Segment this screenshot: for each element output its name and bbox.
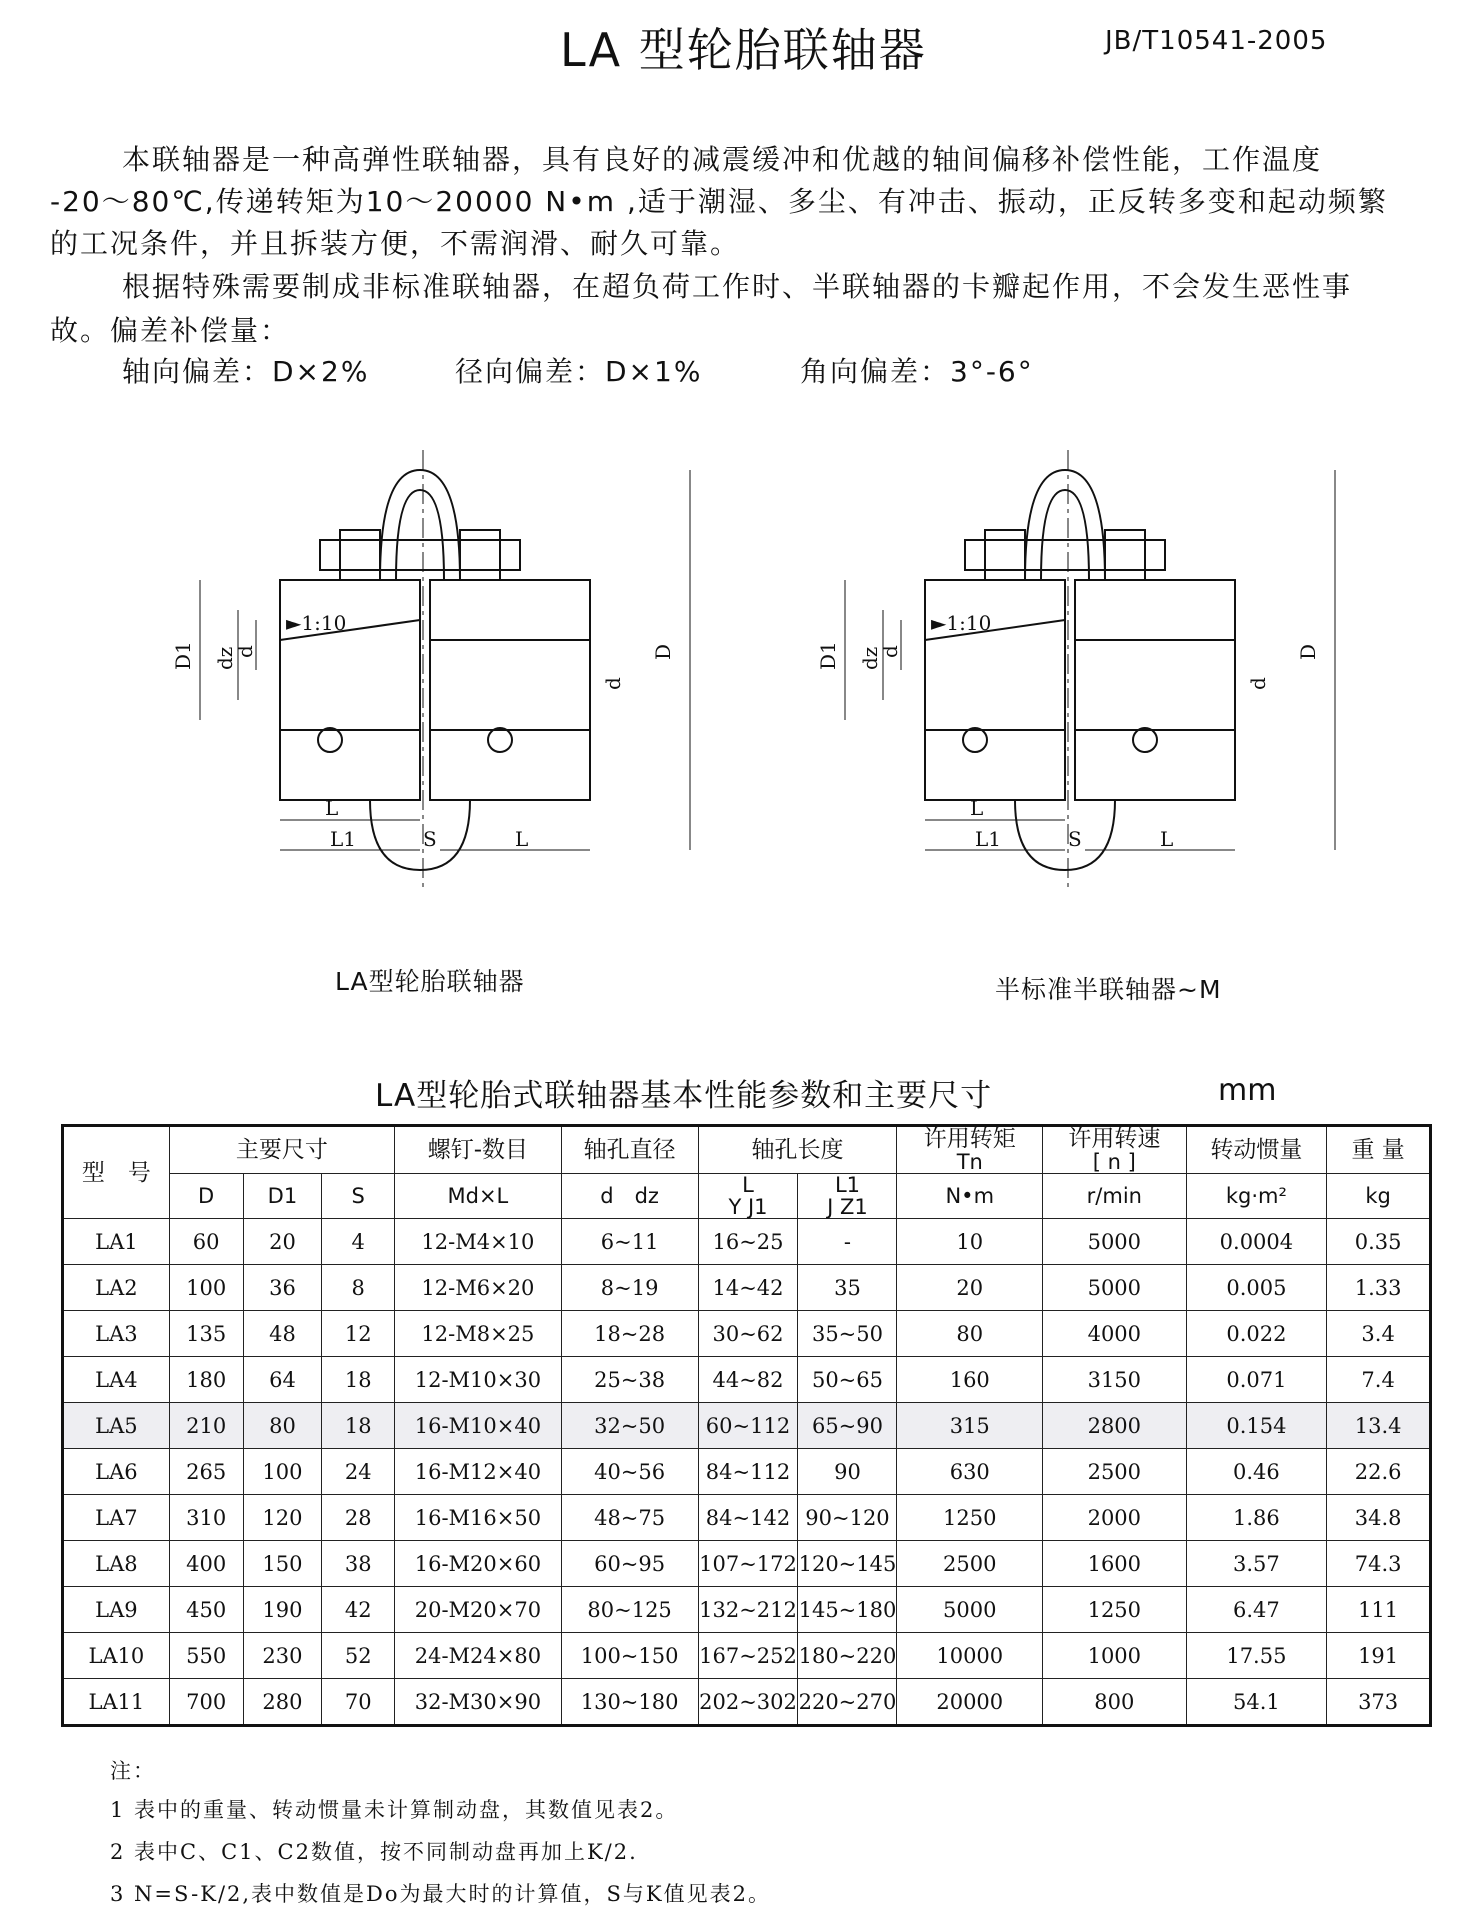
label-D1: D1 [816, 641, 840, 670]
header-L: L Y J1 [698, 1174, 798, 1219]
table-cell: 100~150 [561, 1633, 698, 1679]
table-cell: 2500 [897, 1541, 1043, 1587]
label-dz: dz [858, 646, 882, 670]
header-main-dims: 主要尺寸 [169, 1126, 394, 1174]
table-cell: 28 [322, 1495, 395, 1541]
table-cell: 42 [322, 1587, 395, 1633]
table-cell: LA8 [63, 1541, 170, 1587]
table-row [63, 1219, 1431, 1265]
table-row [63, 1311, 1431, 1357]
header-model: 型 号 [63, 1126, 170, 1219]
header-torque: 许用转矩 Tn [897, 1126, 1043, 1174]
table-cell: 40~56 [561, 1449, 698, 1495]
table-cell: 132~212 [698, 1587, 798, 1633]
table-cell: 48~75 [561, 1495, 698, 1541]
table-cell: LA3 [63, 1311, 170, 1357]
table-cell: 52 [322, 1633, 395, 1679]
label-D: D [1296, 643, 1320, 660]
table-cell: 35~50 [798, 1311, 897, 1357]
table-cell: 13.4 [1327, 1403, 1431, 1449]
table-cell: 18 [322, 1357, 395, 1403]
table-cell: 315 [897, 1403, 1043, 1449]
table-cell: 450 [169, 1587, 243, 1633]
coupling-drawing-half-standard [805, 450, 1365, 910]
intro-line-4: 根据特殊需要制成非标准联轴器，在超负荷工作时、半联轴器的卡瓣起作用，不会发生恶性事 [122, 270, 1353, 303]
table-cell: 0.071 [1186, 1357, 1327, 1403]
table-cell: 12-M6×20 [395, 1265, 562, 1311]
table-cell: 180~220 [798, 1633, 897, 1679]
table-cell: 35 [798, 1265, 897, 1311]
table-cell: 12-M4×10 [395, 1219, 562, 1265]
table-cell: 220~270 [798, 1679, 897, 1726]
table-row [63, 1679, 1431, 1726]
label-taper: ►1:10 [286, 611, 347, 635]
table-cell: 20-M20×70 [395, 1587, 562, 1633]
table-cell: 65~90 [798, 1403, 897, 1449]
table-cell: 12-M10×30 [395, 1357, 562, 1403]
table-cell: 3.4 [1327, 1311, 1431, 1357]
table-cell: 70 [322, 1679, 395, 1726]
table-cell: 7.4 [1327, 1357, 1431, 1403]
table-cell: 2000 [1043, 1495, 1187, 1541]
table-row [63, 1357, 1431, 1403]
note-3: 3 N=S-K/2,表中数值是Do为最大时的计算值，S与K值见表2。 [110, 1882, 771, 1906]
label-d-right: d [601, 677, 625, 690]
intro-line-2: -20～80℃,传递转矩为10～20000 N•m ,适于潮湿、多尘、有冲击、振动，正反转多变和起动频繁 [50, 185, 1388, 218]
header-speed-unit: r/min [1043, 1174, 1187, 1219]
coupling-drawing-la [160, 450, 720, 910]
table-cell: 14~42 [698, 1265, 798, 1311]
table-cell: 12 [322, 1311, 395, 1357]
table-cell: 64 [243, 1357, 322, 1403]
header-S: S [322, 1174, 395, 1219]
label-S: S [1068, 827, 1082, 851]
table-cell: 10000 [897, 1633, 1043, 1679]
header-weight-unit: kg [1327, 1174, 1431, 1219]
table-cell: 18~28 [561, 1311, 698, 1357]
table-cell: 22.6 [1327, 1449, 1431, 1495]
table-cell: 191 [1327, 1633, 1431, 1679]
table-row [63, 1587, 1431, 1633]
table-cell: 1.33 [1327, 1265, 1431, 1311]
table-cell: 54.1 [1186, 1679, 1327, 1726]
table-cell: 17.55 [1186, 1633, 1327, 1679]
table-cell: 5000 [897, 1587, 1043, 1633]
table-cell: 111 [1327, 1587, 1431, 1633]
table-cell: 80 [243, 1403, 322, 1449]
header-bore-sub: d dz [561, 1174, 698, 1219]
diagram-caption-la: LA型轮胎联轴器 [335, 967, 525, 996]
table-cell: 120 [243, 1495, 322, 1541]
table-cell: LA2 [63, 1265, 170, 1311]
label-d: d [878, 645, 902, 658]
table-cell: 265 [169, 1449, 243, 1495]
table-cell: 230 [243, 1633, 322, 1679]
header-inertia: 转动惯量 [1186, 1126, 1327, 1174]
table-unit: mm [1218, 1073, 1277, 1108]
table-row [63, 1449, 1431, 1495]
table-cell: 16-M16×50 [395, 1495, 562, 1541]
table-cell: 24-M24×80 [395, 1633, 562, 1679]
table-cell: LA7 [63, 1495, 170, 1541]
table-cell: 1000 [1043, 1633, 1187, 1679]
notes-label: 注： [110, 1759, 156, 1783]
table-cell: 210 [169, 1403, 243, 1449]
table-cell: 30~62 [698, 1311, 798, 1357]
table-cell: 80 [897, 1311, 1043, 1357]
table-cell: 44~82 [698, 1357, 798, 1403]
table-cell: 10 [897, 1219, 1043, 1265]
table-cell: 84~142 [698, 1495, 798, 1541]
table-cell: 16~25 [698, 1219, 798, 1265]
table-cell: 2800 [1043, 1403, 1187, 1449]
table-cell: 48 [243, 1311, 322, 1357]
table-cell: 32~50 [561, 1403, 698, 1449]
table-cell: 120~145 [798, 1541, 897, 1587]
table-cell: 6~11 [561, 1219, 698, 1265]
table-cell: LA6 [63, 1449, 170, 1495]
header-inertia-unit: kg·m² [1186, 1174, 1327, 1219]
table-cell: 6.47 [1186, 1587, 1327, 1633]
table-cell: 107~172 [698, 1541, 798, 1587]
table-cell: LA9 [63, 1587, 170, 1633]
table-cell: 32-M30×90 [395, 1679, 562, 1726]
header-bore: 轴孔直径 [561, 1126, 698, 1174]
table-cell: 3150 [1043, 1357, 1187, 1403]
table-row [63, 1403, 1431, 1449]
table-cell: 24 [322, 1449, 395, 1495]
table-cell: 400 [169, 1541, 243, 1587]
table-cell: 20 [897, 1265, 1043, 1311]
deviation-radial: 径向偏差：D×1% [455, 355, 703, 388]
table-cell: 373 [1327, 1679, 1431, 1726]
table-cell: LA4 [63, 1357, 170, 1403]
tire-bottom [370, 800, 470, 870]
header-bore-length: 轴孔长度 [698, 1126, 897, 1174]
deviation-angular: 角向偏差：3°-6° [800, 355, 1034, 388]
table-cell: 130~180 [561, 1679, 698, 1726]
table-cell: 167~252 [698, 1633, 798, 1679]
table-cell: 90~120 [798, 1495, 897, 1541]
table-cell: 100 [169, 1265, 243, 1311]
table-cell: 100 [243, 1449, 322, 1495]
label-D: D [651, 643, 675, 660]
table-cell: 16-M10×40 [395, 1403, 562, 1449]
table-title: LA型轮胎式联轴器基本性能参数和主要尺寸 [375, 1078, 993, 1114]
header-weight: 重 量 [1327, 1126, 1431, 1174]
table-cell: 12-M8×25 [395, 1311, 562, 1357]
table-cell: 16-M12×40 [395, 1449, 562, 1495]
table-cell: 0.35 [1327, 1219, 1431, 1265]
label-L: L [970, 796, 984, 820]
header-L1: L1 J Z1 [798, 1174, 897, 1219]
tire-top [380, 470, 460, 580]
header-D1: D1 [243, 1174, 322, 1219]
table-cell: 20000 [897, 1679, 1043, 1726]
header-bolt: 螺钉-数目 [395, 1126, 562, 1174]
table-cell: 5000 [1043, 1219, 1187, 1265]
intro-line-1: 本联轴器是一种高弹性联轴器，具有良好的减震缓冲和优越的轴间偏移补偿性能，工作温度 [122, 143, 1323, 176]
header-speed: 许用转速 [ n ] [1043, 1126, 1187, 1174]
table-cell: 74.3 [1327, 1541, 1431, 1587]
table-cell: 16-M20×60 [395, 1541, 562, 1587]
table-cell: 0.154 [1186, 1403, 1327, 1449]
table-cell: 25~38 [561, 1357, 698, 1403]
table-cell: LA1 [63, 1219, 170, 1265]
table-cell: 60~112 [698, 1403, 798, 1449]
table-row [63, 1541, 1431, 1587]
table-cell: 8 [322, 1265, 395, 1311]
table-cell: 90 [798, 1449, 897, 1495]
table-cell: 3.57 [1186, 1541, 1327, 1587]
label-L1: L1 [330, 827, 357, 851]
label-dz: dz [213, 646, 237, 670]
table-cell: 36 [243, 1265, 322, 1311]
table-cell: 630 [897, 1449, 1043, 1495]
table-cell: 145~180 [798, 1587, 897, 1633]
table-cell: 150 [243, 1541, 322, 1587]
table-cell: 38 [322, 1541, 395, 1587]
table-cell: LA10 [63, 1633, 170, 1679]
label-taper: ►1:10 [931, 611, 992, 635]
table-row [63, 1633, 1431, 1679]
note-1: 1 表中的重量、转动惯量未计算制动盘，其数值见表2。 [110, 1798, 679, 1822]
intro-line-3: 的工况条件，并且拆装方便，不需润滑、耐久可靠。 [50, 227, 741, 260]
label-d: d [233, 645, 257, 658]
header-torque-unit: N•m [897, 1174, 1043, 1219]
page-title: LA 型轮胎联轴器 [560, 23, 927, 77]
table-cell: 160 [897, 1357, 1043, 1403]
label-L-right: L [1160, 827, 1174, 851]
deviation-axial: 轴向偏差：D×2% [122, 355, 370, 388]
table-cell: 1600 [1043, 1541, 1187, 1587]
table-cell: 2500 [1043, 1449, 1187, 1495]
table-cell: 60~95 [561, 1541, 698, 1587]
note-2: 2 表中C、C1、C2数值，按不同制动盘再加上K/2. [110, 1840, 638, 1864]
table-cell: 800 [1043, 1679, 1187, 1726]
diagram-caption-half-standard: 半标准半联轴器~M [995, 975, 1222, 1004]
table-cell: 60 [169, 1219, 243, 1265]
table-cell: 8~19 [561, 1265, 698, 1311]
table-cell: 34.8 [1327, 1495, 1431, 1541]
label-D1: D1 [171, 641, 195, 670]
intro-line-5: 故。偏差补偿量： [50, 314, 291, 347]
table-cell: 84~112 [698, 1449, 798, 1495]
header-bolt-sub: Md×L [395, 1174, 562, 1219]
right-hub [430, 580, 590, 800]
table-cell: 0.0004 [1186, 1219, 1327, 1265]
table-cell: 4 [322, 1219, 395, 1265]
table-cell: 190 [243, 1587, 322, 1633]
label-S: S [423, 827, 437, 851]
table-cell: 1250 [897, 1495, 1043, 1541]
table-row [63, 1265, 1431, 1311]
table-cell: 0.005 [1186, 1265, 1327, 1311]
table-cell: 80~125 [561, 1587, 698, 1633]
standard-number: JB/T10541-2005 [1105, 26, 1328, 56]
table-cell: 0.46 [1186, 1449, 1327, 1495]
table-cell: 180 [169, 1357, 243, 1403]
table-cell: LA5 [63, 1403, 170, 1449]
table-cell: 280 [243, 1679, 322, 1726]
spec-table [61, 1124, 1432, 1727]
table-row [63, 1495, 1431, 1541]
label-L1: L1 [975, 827, 1002, 851]
table-cell: LA11 [63, 1679, 170, 1726]
label-L: L [325, 796, 339, 820]
table-cell: 310 [169, 1495, 243, 1541]
table-cell: 135 [169, 1311, 243, 1357]
table-cell: 1.86 [1186, 1495, 1327, 1541]
table-cell: 4000 [1043, 1311, 1187, 1357]
table-cell: 0.022 [1186, 1311, 1327, 1357]
label-d-right: d [1246, 677, 1270, 690]
table-cell: - [798, 1219, 897, 1265]
table-cell: 18 [322, 1403, 395, 1449]
table-cell: 700 [169, 1679, 243, 1726]
table-cell: 20 [243, 1219, 322, 1265]
table-cell: 1250 [1043, 1587, 1187, 1633]
table-cell: 5000 [1043, 1265, 1187, 1311]
header-D: D [169, 1174, 243, 1219]
table-cell: 50~65 [798, 1357, 897, 1403]
label-L-right: L [515, 827, 529, 851]
table-cell: 550 [169, 1633, 243, 1679]
table-cell: 202~302 [698, 1679, 798, 1726]
